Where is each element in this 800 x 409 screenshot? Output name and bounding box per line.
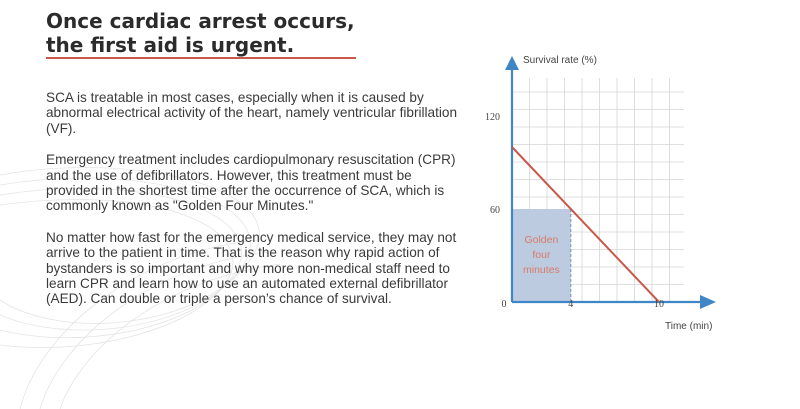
origin-tick-label: 0: [501, 299, 507, 310]
golden-minutes-label-line: minutes: [523, 264, 560, 276]
golden-minutes-label-line: four: [532, 249, 551, 261]
paragraph-emergency: Emergency treatment includes cardiopulmonary resuscitation (CPR) and the use of defibrillators. However, this treatment must be provided in the shortest time after the occurrence of SCA, which is commonly known as "Golden Four Minutes.": [46, 152, 456, 214]
paragraph-bystanders: No matter how fast for the emergency medical service, they may not arrive to the patient in time. That is the reason why rapid action of bystanders is so important and why more non-medical staff need to learn CPR and learn how to use an automated external defibrillator (AED). Can double or triple a person’s chance of survival.: [46, 229, 457, 307]
paragraph-sca: SCA is treatable in most cases, especially when it is caused by abnormal electrical activity of the heart, namely ventricular fibrillation (VF).: [46, 90, 458, 136]
x-axis-arrow: [700, 295, 716, 309]
title-line-1: Once cardiac arrest occurs,: [46, 9, 355, 33]
golden-minutes-label-line: Golden: [524, 234, 559, 246]
y-tick-label-120: 120: [485, 112, 500, 123]
page-title: [46, 9, 355, 57]
body-text: [46, 90, 466, 323]
x-axis-label: Time (min): [665, 321, 713, 332]
title-line-2: the first aid is urgent.: [46, 33, 295, 57]
y-axis-arrow: [505, 56, 519, 70]
x-tick-label-4: 4: [568, 299, 574, 310]
x-tick-label-10: 10: [654, 299, 664, 310]
title-underline: [46, 57, 356, 59]
y-tick-label-60: 60: [490, 205, 500, 216]
y-axis-label: Survival rate (%): [523, 55, 597, 66]
survival-rate-chart: [470, 48, 720, 338]
